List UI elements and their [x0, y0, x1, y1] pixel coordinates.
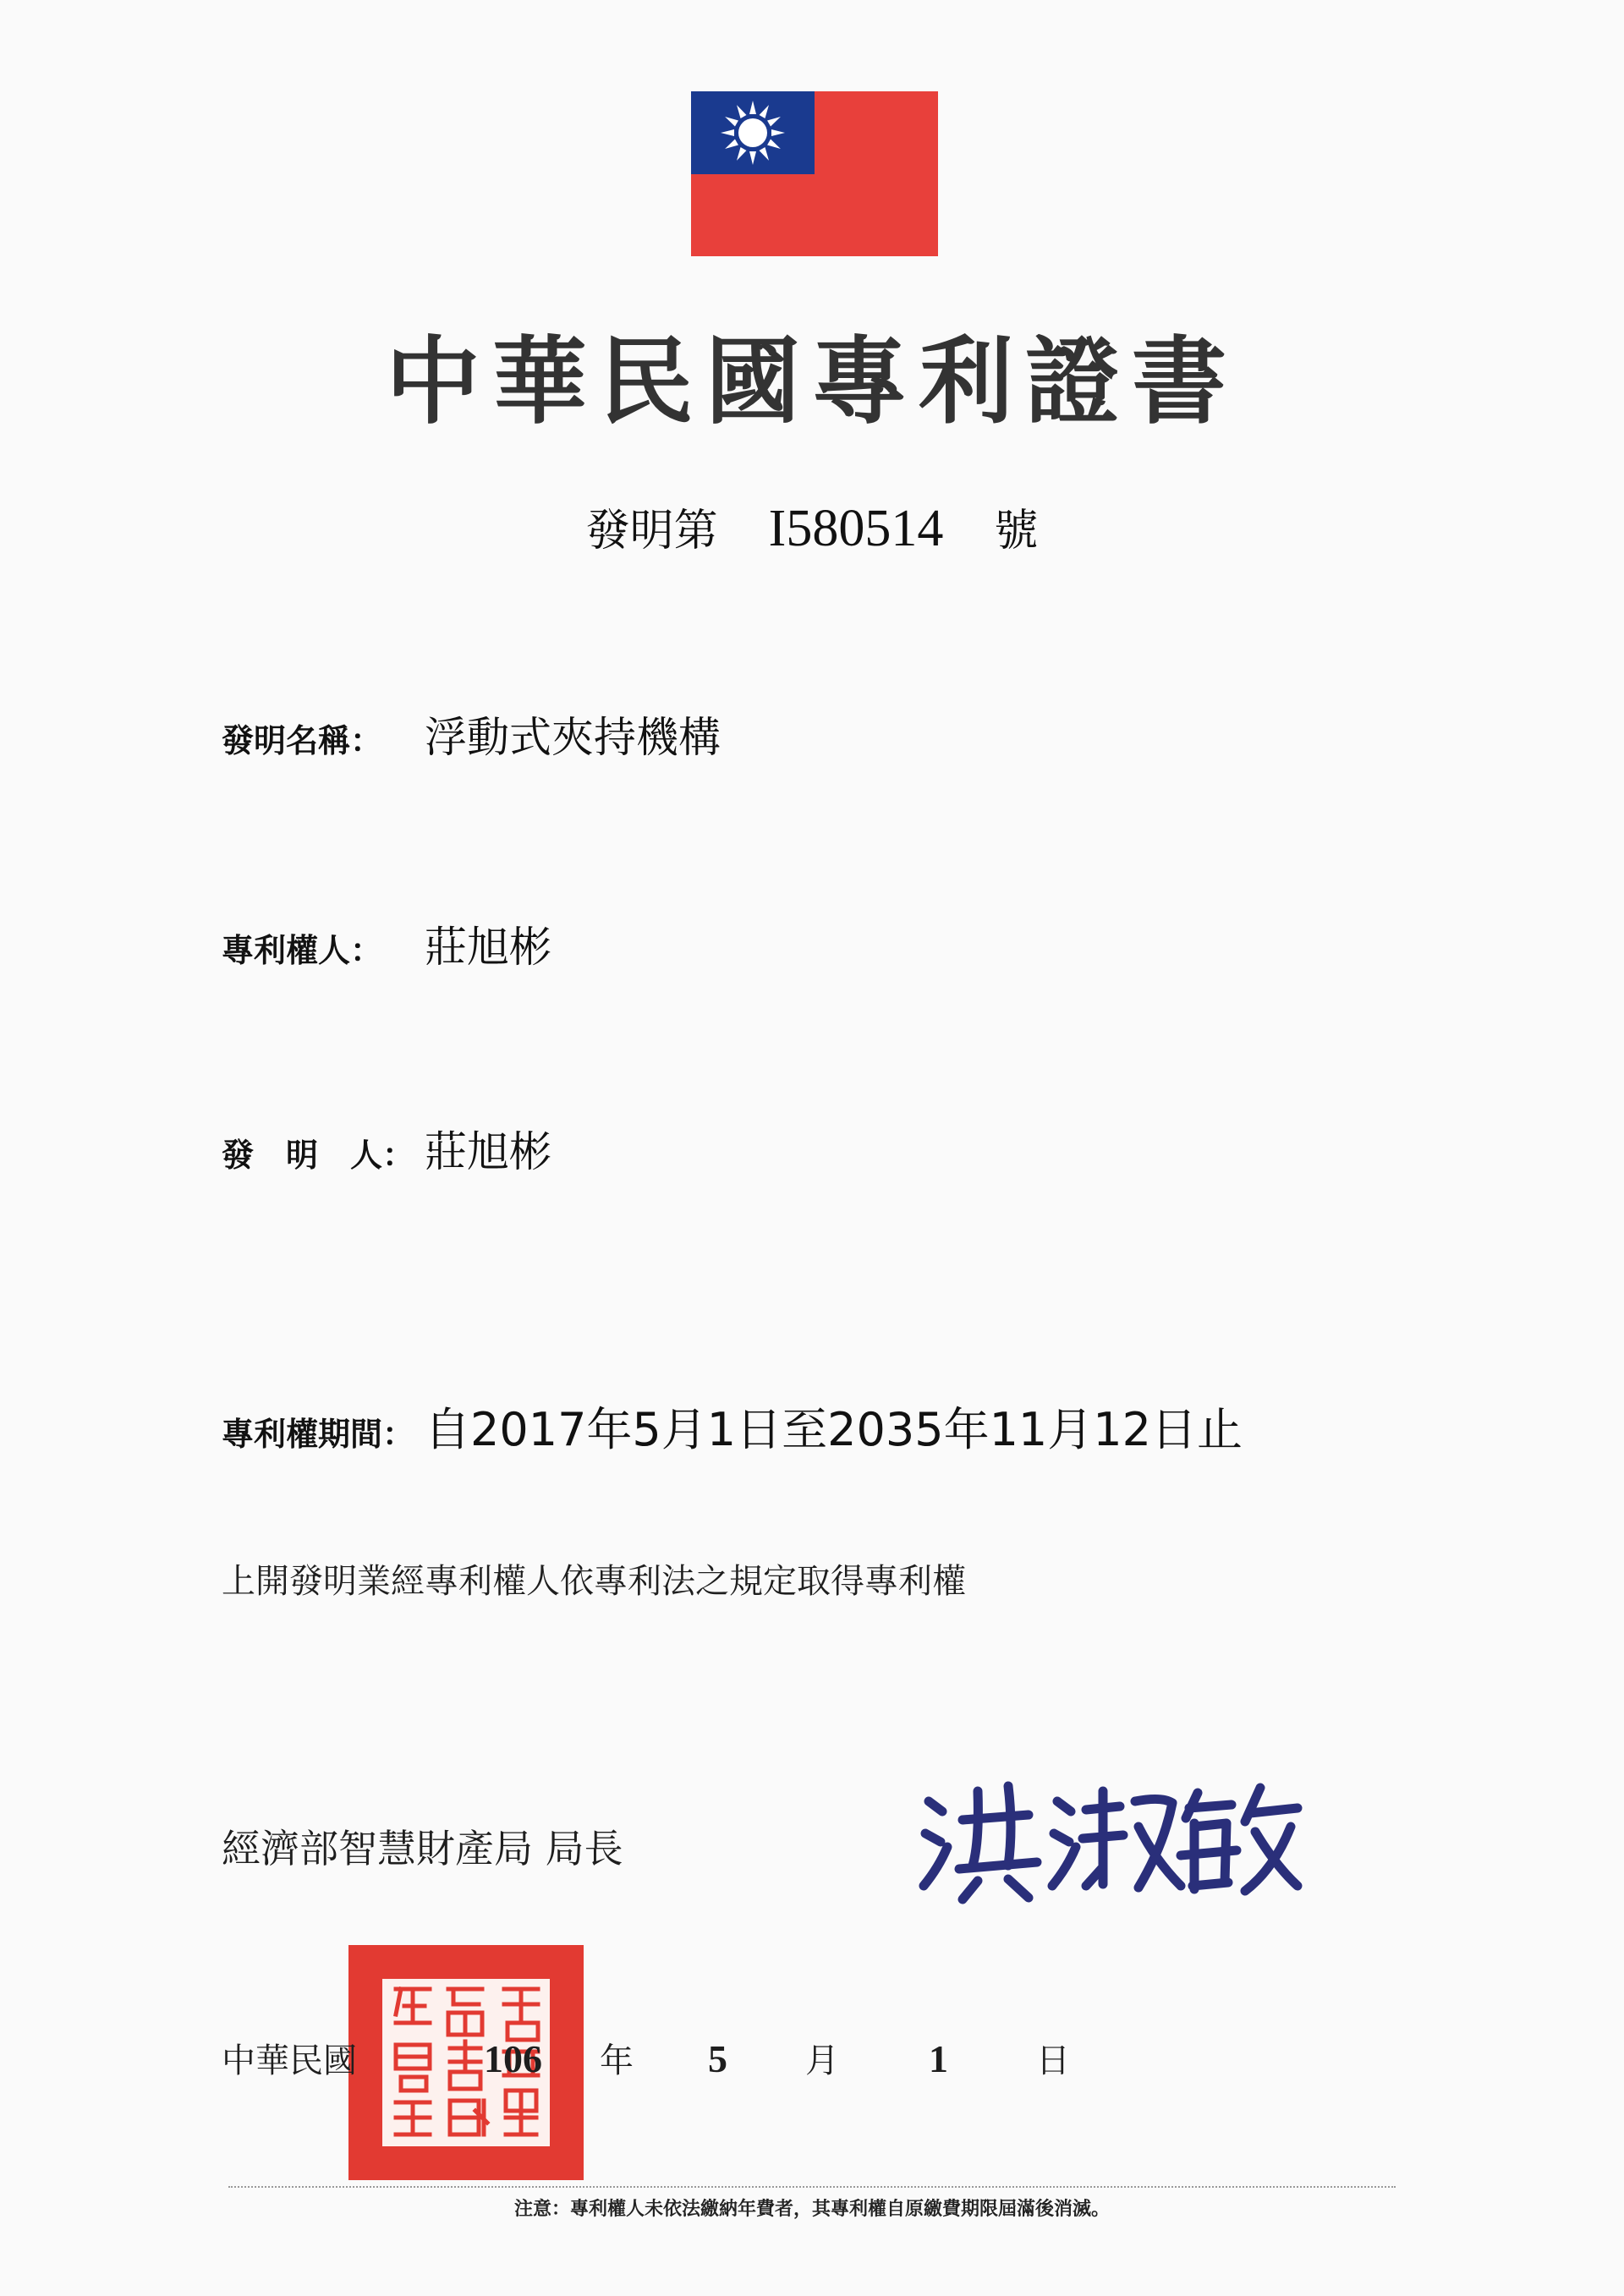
date-day-unit: 日	[1036, 2041, 1070, 2080]
director-signature	[914, 1767, 1303, 1911]
grant-statement: 上開發明業經專利權人依專利法之規定取得專利權	[222, 1562, 966, 1601]
date-year: 106	[484, 2037, 542, 2080]
field-patentee	[222, 913, 551, 974]
field-label: 發 明 人：	[222, 1136, 415, 1174]
date-month: 5	[708, 2037, 727, 2080]
date-year-unit: 年	[600, 2041, 634, 2080]
date-day: 1	[929, 2037, 948, 2080]
field-patent-term	[222, 1394, 1243, 1459]
issuing-office: 經濟部智慧財產局 局長	[222, 1826, 623, 1871]
field-label: 專利權期間：	[222, 1415, 415, 1453]
patent-number-suffix: 號	[994, 506, 1039, 556]
field-invention-name	[222, 704, 721, 764]
field-value: 莊旭彬	[425, 1127, 551, 1176]
certificate-title: 中華民國專利證書	[386, 326, 1238, 437]
field-label: 發明名稱：	[222, 721, 383, 759]
field-value: 莊旭彬	[425, 923, 551, 972]
patent-number: I580514	[768, 500, 944, 557]
fee-notice: 注意：專利權人未依法繳納年費者，其專利權自原繳費期限屆滿後消滅。	[513, 2198, 1110, 2220]
field-label: 專利權人：	[222, 931, 383, 969]
date-era: 中華民國	[222, 2041, 357, 2080]
field-value: 浮動式夾持機構	[425, 713, 721, 762]
national-flag	[691, 91, 938, 256]
field-inventor	[222, 1118, 551, 1179]
footer-divider	[228, 2186, 1396, 2188]
patent-number-line	[0, 495, 1624, 559]
date-month-unit: 月	[805, 2041, 839, 2080]
field-value: 自2017年5月1日至2035年11月12日止	[425, 1403, 1243, 1456]
patent-number-prefix: 發明第	[585, 506, 718, 556]
issue-date	[222, 2034, 1070, 2082]
